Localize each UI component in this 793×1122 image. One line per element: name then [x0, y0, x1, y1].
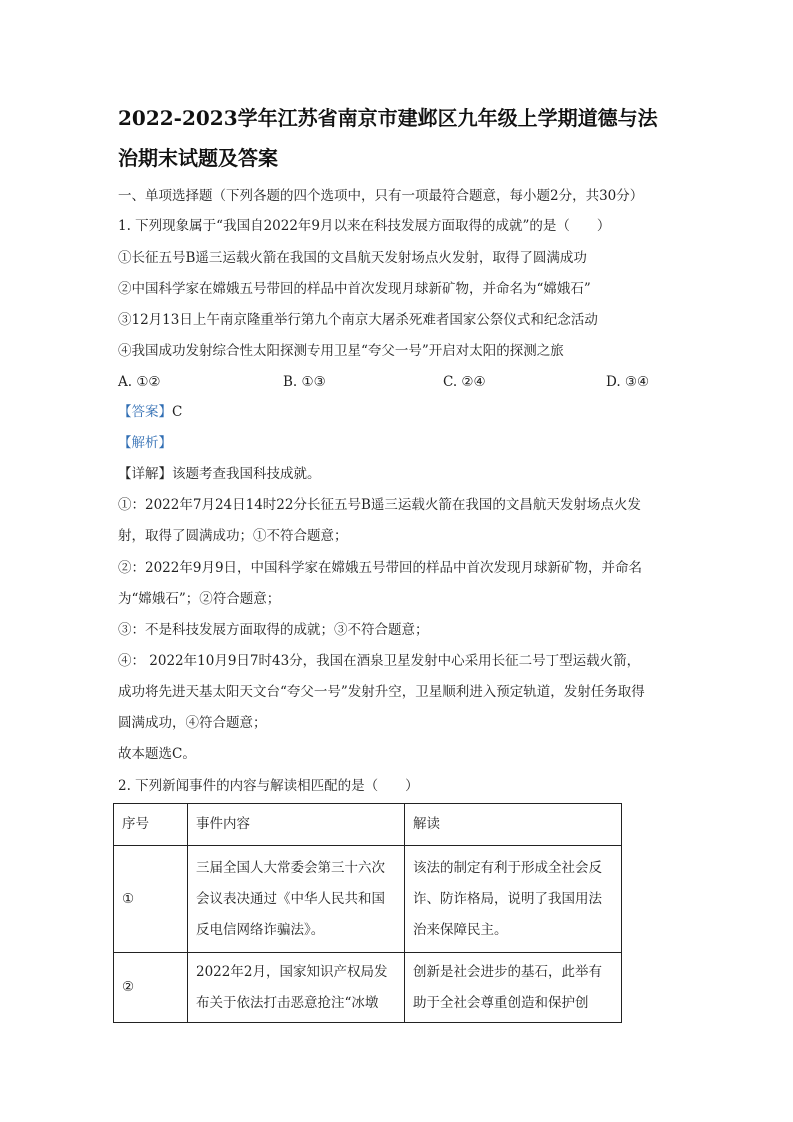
- section-heading: 一、单项选择题（下列各题的四个选项中，只有一项最符合题意，每小题2分，共30分）: [118, 188, 644, 204]
- explanation-line: 圆满成功，④符合题意；: [118, 715, 267, 731]
- detail-text: 该题考查我国科技成就。: [172, 466, 321, 482]
- q1-option-d: D. ③④: [606, 374, 650, 390]
- event-content: [188, 846, 405, 953]
- cell-line: 反电信网络诈骗法》。: [196, 921, 325, 938]
- header-cell: 事件内容: [188, 804, 405, 846]
- explanation-line: ③：不是科技发展方面取得的成就；③不符合题意；: [118, 622, 429, 638]
- explanation-line: ①：2022年7月24日14时22分长征五号B遥三运载火箭在我国的文昌航天发射场点火发: [118, 497, 641, 513]
- header-cell: 解读: [405, 804, 622, 846]
- q2-stem: 2. 下列新闻事件的内容与解读相匹配的是（ ）: [118, 778, 419, 794]
- doc-title-line-2: 治期末试题及答案: [118, 146, 278, 170]
- row-number: ②: [114, 953, 188, 1023]
- detail-label: 【详解】: [118, 466, 172, 482]
- explanation-line: 射，取得了圆满成功；①不符合题意；: [118, 528, 348, 544]
- event-reading: [405, 953, 622, 1023]
- q1-stem: 1. 下列现象属于“我国自2022年9月以来在科技发展方面取得的成就”的是（ ）: [118, 218, 611, 234]
- q1-item: ①长征五号B遥三运载火箭在我国的文昌航天发射场点火发射，取得了圆满成功: [118, 250, 587, 266]
- header-cell: 序号: [114, 804, 188, 846]
- explanation-line: 为“嫦娥石”；②符合题意；: [118, 591, 281, 607]
- explanation-line: 故本题选C。: [118, 746, 196, 762]
- analysis-label: 【解析】: [118, 435, 172, 451]
- explanation-line: ②：2022年9月9日，中国科学家在嫦娥五号带回的样品中首次发现月球新矿物，并命名: [118, 560, 643, 576]
- answer-label: 【答案】: [118, 404, 172, 420]
- cell-line: 助于全社会尊重创造和保护创: [413, 994, 589, 1011]
- cell-line: 2022年2月，国家知识产权局发: [196, 963, 388, 980]
- q1-item: ④我国成功发射综合性太阳探测专用卫星“夸父一号”开启对太阳的探测之旅: [118, 343, 564, 359]
- cell-line: 会议表决通过《中华人民共和国: [196, 890, 385, 907]
- explanation-line: 成功将先进天基太阳天文台“夸父一号”发射升空，卫星顺利进入预定轨道，发射任务取得: [118, 684, 645, 700]
- row-number: ①: [114, 846, 188, 953]
- q1-item: ③12月13日上午南京隆重举行第九个南京大屠杀死难者国家公祭仪式和纪念活动: [118, 312, 598, 328]
- event-content: [188, 953, 405, 1023]
- cell-line: 诈、防诈格局，说明了我国用法: [413, 890, 602, 907]
- q1-option-b: B. ①③: [283, 374, 326, 390]
- q1-answer: [118, 403, 182, 421]
- event-reading: [405, 846, 622, 953]
- cell-line: 该法的制定有利于形成全社会反: [413, 859, 602, 876]
- q2-table: [113, 803, 622, 1023]
- doc-title-line-1: 2022-2023学年江苏省南京市建邺区九年级上学期道德与法: [118, 106, 658, 130]
- cell-line: 治来保障民主。: [413, 921, 508, 938]
- q1-option-c: C. ②④: [443, 374, 486, 390]
- cell-line: 布关于依法打击恶意抢注“冰墩: [196, 994, 379, 1011]
- explanation-line: ④： 2022年10月9日7时43分，我国在酒泉卫星发射中心采用长征二号丁型运载火箭，: [118, 653, 641, 669]
- answer-value: C: [172, 404, 183, 420]
- q1-option-a: A. ①②: [118, 374, 161, 390]
- q1-item: ②中国科学家在嫦娥五号带回的样品中首次发现月球新矿物，并命名为“嫦娥石”: [118, 281, 591, 297]
- cell-line: 创新是社会进步的基石，此举有: [413, 963, 602, 980]
- cell-line: 三届全国人大常委会第三十六次: [196, 859, 385, 876]
- table-row: [114, 953, 622, 1023]
- table-header-row: [114, 804, 622, 846]
- q1-detail: [118, 465, 321, 483]
- table-row: [114, 846, 622, 953]
